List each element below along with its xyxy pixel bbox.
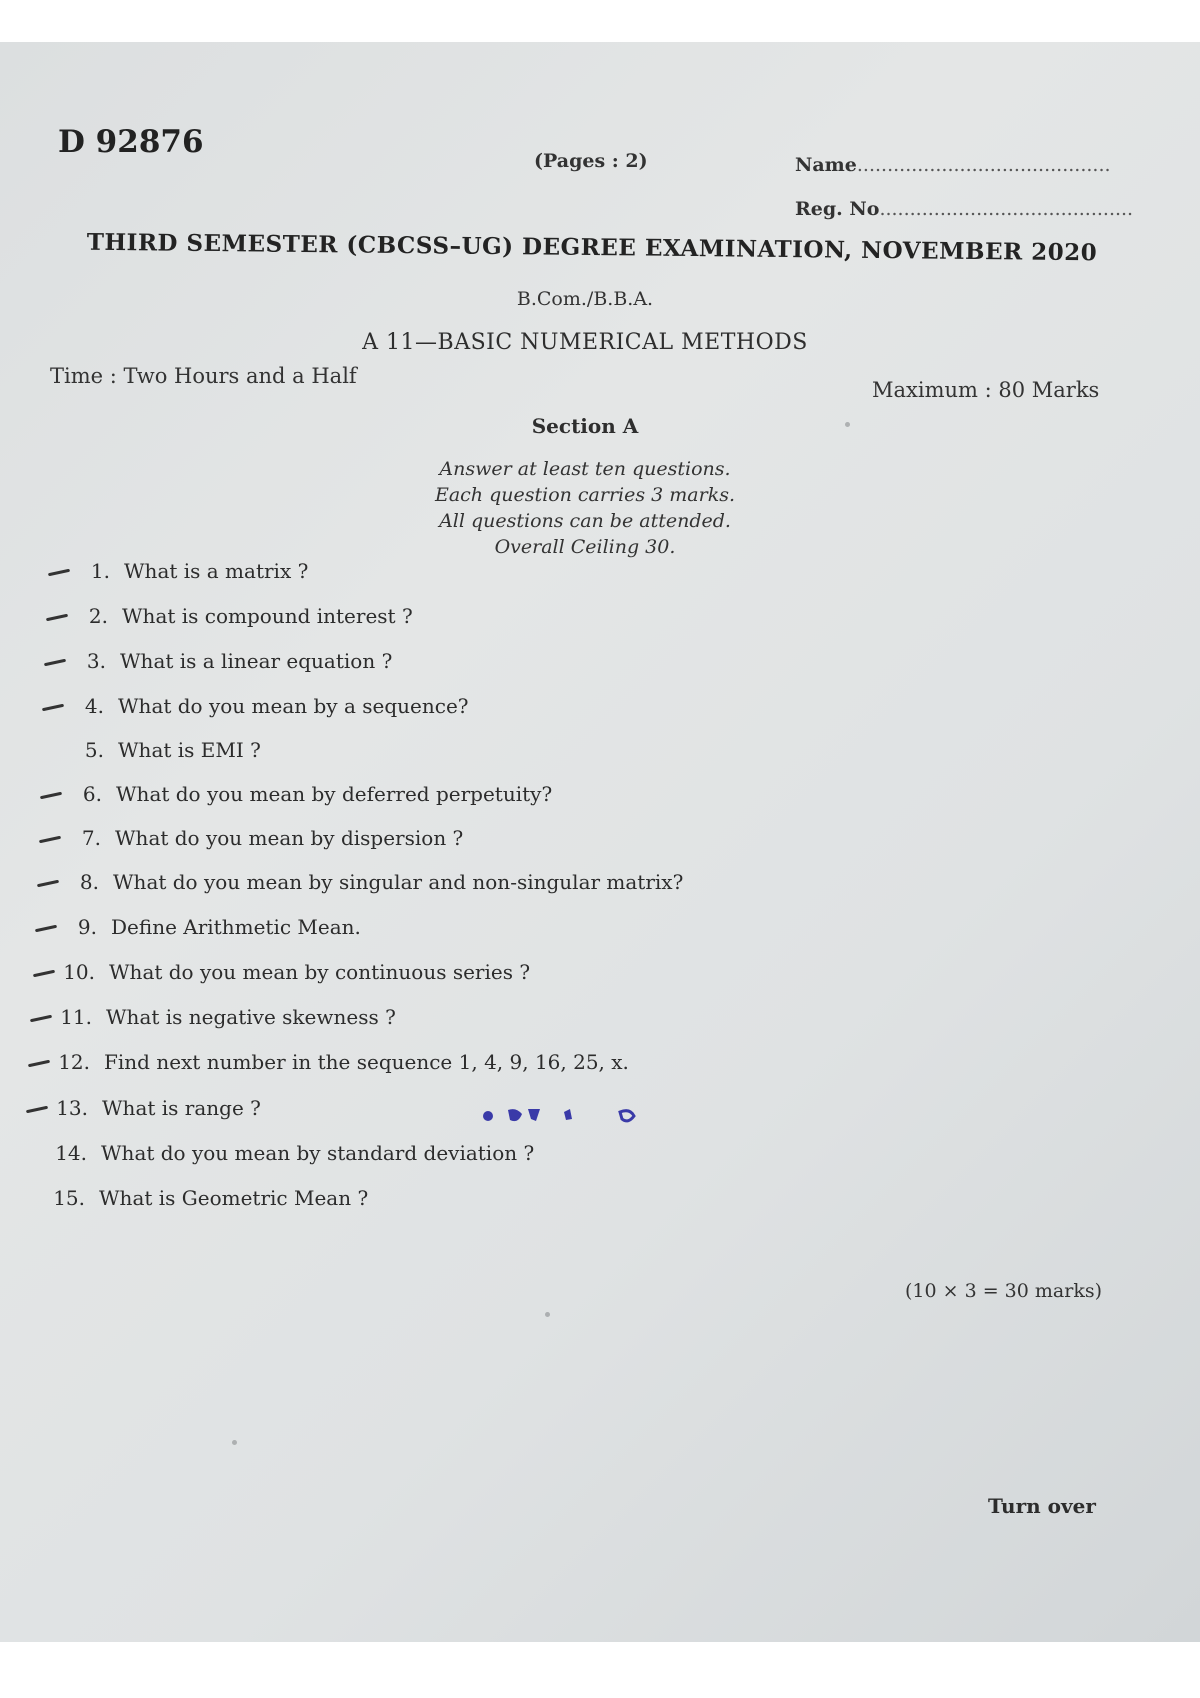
question-item <box>64 649 392 673</box>
section-marks-summary: (10 × 3 = 30 marks) <box>905 1280 1102 1302</box>
question-number: 1. <box>90 559 110 583</box>
pen-tick-mark <box>42 704 64 712</box>
question-item <box>57 870 683 894</box>
question-text: What is a linear equation ? <box>120 649 393 673</box>
question-item <box>45 1141 534 1165</box>
question-item <box>59 826 463 850</box>
question-text: What do you mean by dispersion ? <box>115 826 464 850</box>
question-text: What do you mean by deferred perpetuity? <box>116 782 553 806</box>
ink-dot <box>483 1111 493 1121</box>
question-number: 2. <box>88 604 108 628</box>
paper-speck <box>545 1312 550 1317</box>
question-number: 13. <box>56 1096 88 1120</box>
reg-no-field <box>795 198 1133 220</box>
name-label: Name <box>795 154 857 176</box>
question-number: 11. <box>60 1005 92 1029</box>
time-allowed: Time : Two Hours and a Half <box>50 364 357 388</box>
question-text: What do you mean by singular and non-singular matrix? <box>113 870 684 894</box>
exam-paper <box>0 42 1200 1642</box>
reg-no-dots: .......................................... <box>879 198 1134 220</box>
question-item <box>62 738 261 762</box>
name-field <box>795 154 1111 176</box>
ink-mark <box>508 1109 522 1121</box>
question-text: What is EMI ? <box>118 738 261 762</box>
degree-line: B.Com./B.B.A. <box>516 288 654 310</box>
paper-code: D 92876 <box>58 124 204 160</box>
question-number: 9. <box>77 915 97 939</box>
pen-tick-mark <box>40 792 62 800</box>
ink-mark <box>564 1109 572 1120</box>
pen-tick-mark <box>35 925 57 933</box>
question-text: What do you mean by standard deviation ? <box>101 1141 535 1165</box>
question-number: 3. <box>86 649 106 673</box>
pen-tick-mark <box>39 836 61 844</box>
pen-tick-mark <box>33 970 55 978</box>
question-item <box>55 915 361 939</box>
question-number: 4. <box>84 694 104 718</box>
question-item <box>53 960 530 984</box>
question-text: What is range ? <box>102 1096 261 1120</box>
pen-tick-mark <box>48 569 70 577</box>
question-text: What is negative skewness ? <box>106 1005 396 1029</box>
page-count: (Pages : 2) <box>534 150 648 172</box>
question-item <box>46 1096 261 1120</box>
pen-tick-mark <box>28 1060 50 1068</box>
question-item <box>50 1005 396 1029</box>
question-item <box>60 782 552 806</box>
pen-tick-mark <box>44 659 66 667</box>
question-number: 15. <box>53 1186 85 1210</box>
question-number: 5. <box>84 738 104 762</box>
question-text: What do you mean by continuous series ? <box>109 960 531 984</box>
pen-tick-mark <box>26 1106 48 1114</box>
question-number: 14. <box>55 1141 87 1165</box>
instruction-line: All questions can be attended. <box>439 510 731 532</box>
question-number: 8. <box>79 870 99 894</box>
instruction-line: Each question carries 3 marks. <box>434 484 736 506</box>
handwritten-ink-scribble <box>480 1106 650 1140</box>
ink-mark <box>620 1111 634 1121</box>
question-text: What is a matrix ? <box>124 559 309 583</box>
question-item <box>68 559 308 583</box>
name-dots: .......................................... <box>856 154 1111 176</box>
question-text: Find next number in the sequence 1, 4, 9, 16, 25, x. <box>104 1050 629 1074</box>
reg-no-label: Reg. No <box>795 198 880 220</box>
question-number: 12. <box>58 1050 90 1074</box>
question-number: 7. <box>81 826 101 850</box>
instruction-line: Overall Ceiling 30. <box>494 536 676 558</box>
pen-tick-mark <box>46 614 68 622</box>
pen-tick-mark <box>37 880 59 888</box>
section-title: Section A <box>531 414 639 438</box>
exam-title: THIRD SEMESTER (CBCSS–UG) DEGREE EXAMINATION, NOVEMBER 2020 <box>86 228 1098 267</box>
question-number: 10. <box>63 960 95 984</box>
question-text: What do you mean by a sequence? <box>118 694 469 718</box>
ink-mark <box>528 1109 540 1121</box>
question-item <box>66 604 413 628</box>
question-item <box>43 1186 368 1210</box>
question-number: 6. <box>82 782 102 806</box>
paper-speck <box>845 422 850 427</box>
instruction-line: Answer at least ten questions. <box>439 458 731 480</box>
paper-speck <box>232 1440 237 1445</box>
pen-tick-mark <box>30 1015 52 1023</box>
question-item <box>62 694 469 718</box>
section-instructions <box>0 456 1170 560</box>
maximum-marks: Maximum : 80 Marks <box>872 378 1100 402</box>
paper-title: A 11—BASIC NUMERICAL METHODS <box>362 330 808 355</box>
question-text: What is Geometric Mean ? <box>99 1186 369 1210</box>
question-item <box>48 1050 629 1074</box>
question-text: Define Arithmetic Mean. <box>111 915 361 939</box>
question-text: What is compound interest ? <box>122 604 413 628</box>
turn-over-note: Turn over <box>988 1494 1096 1518</box>
